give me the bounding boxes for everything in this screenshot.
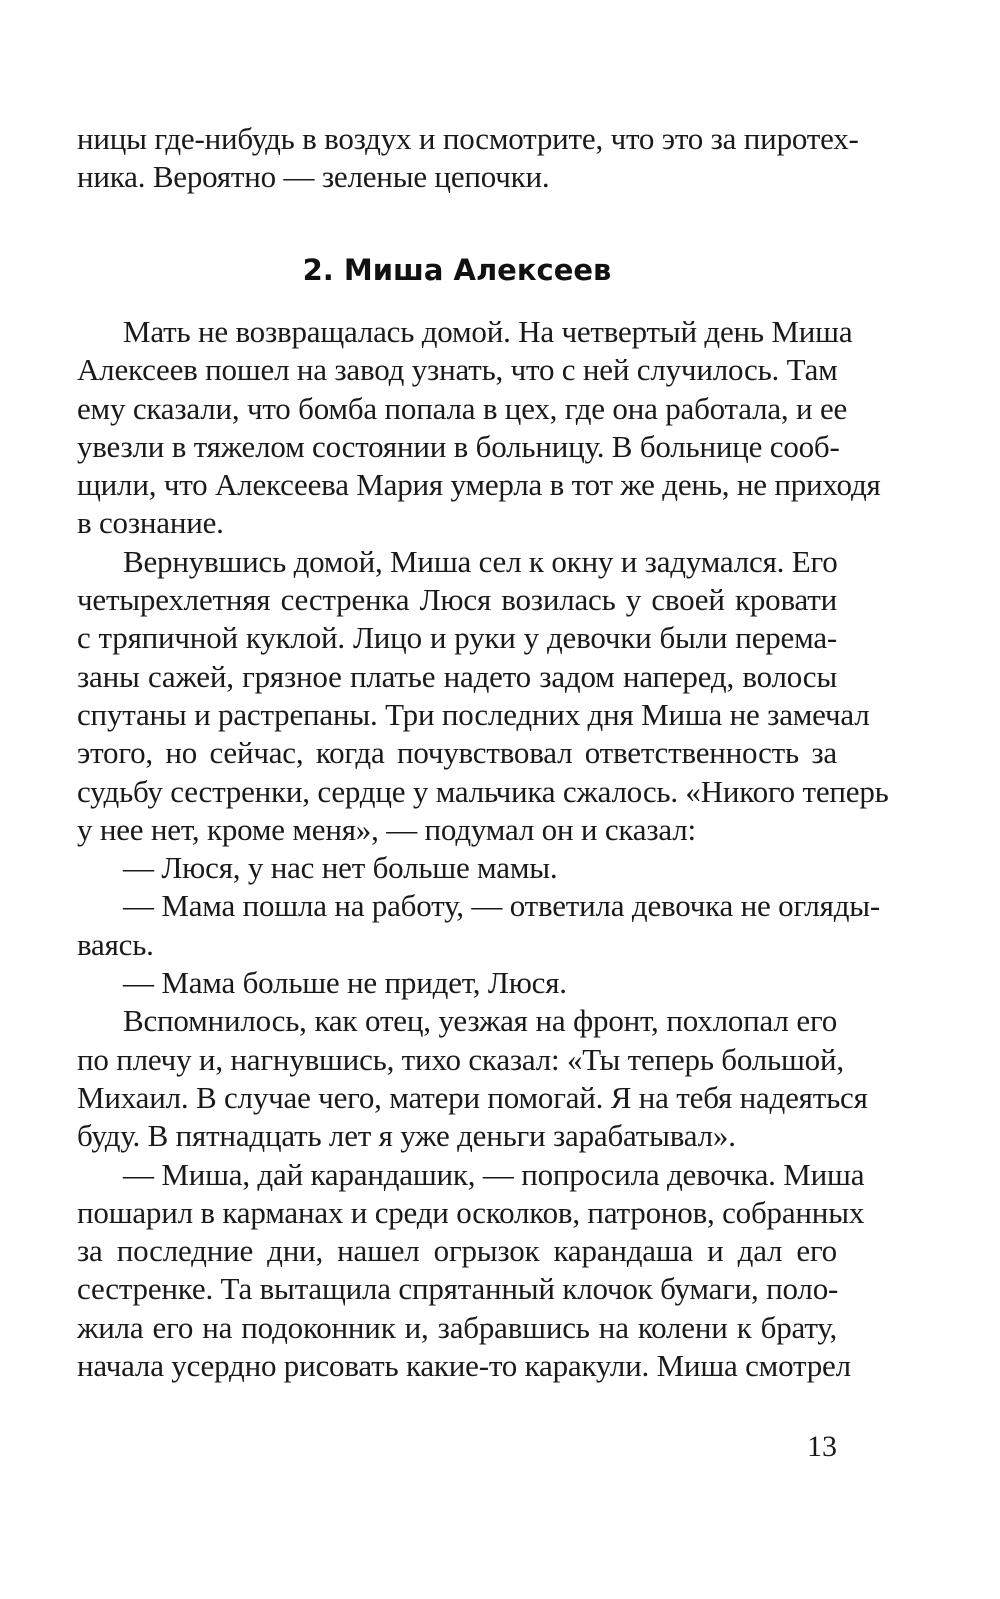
text-line: заны сажей, грязное платье надето задом наперед, волосы [77, 658, 837, 694]
continuation-text [77, 120, 859, 197]
text-line: пошарил в карманах и среди осколков, патронов, собранных [77, 1194, 865, 1230]
text-line: буду. В пятнадцать лет я уже деньги зарабатывал». [77, 1118, 736, 1154]
text-line: Вспомнилось, как отец, уезжая на фронт, похлопал его [123, 1003, 837, 1039]
text-line: — Миша, дай карандашик, — попросила девочка. Миша [123, 1156, 865, 1192]
chapter-title: 2. Миша Алексеев [302, 253, 612, 287]
page-number: 13 [807, 1430, 837, 1463]
paragraph [77, 313, 881, 543]
text-line: по плечу и, нагнувшись, тихо сказал: «Ты теперь большой, [77, 1041, 844, 1077]
paragraph [77, 543, 889, 849]
text-line: Алексеев пошел на завод узнать, что с ней случилось. Там [77, 352, 838, 388]
text-line: у нее нет, кроме меня», — подумал он и сказал: [77, 811, 696, 847]
text-line: в сознание. [77, 505, 224, 541]
text-line: щили, что Алексеева Мария умерла в тот же день, не приходя [77, 467, 881, 503]
text-line: ника. Вероятно — зеленые цепочки. [77, 159, 550, 195]
text-line: Мать не возвращалась домой. На четвертый день Миша [123, 314, 853, 349]
chapter-body [77, 313, 889, 1385]
text-line: ему сказали, что бомба попала в цех, где она работала, и ее [77, 390, 848, 426]
text-line: с тряпичной куклой. Лицо и руки у девочки были перема- [77, 620, 837, 656]
text-line: — Люся, у нас нет больше мамы. [123, 850, 558, 886]
text-line: Вернувшись домой, Миша сел к окну и задумался. Его [123, 543, 838, 579]
text-line: спутаны и растрепаны. Три последних дня Миша не замечал [77, 696, 870, 732]
paragraph [77, 1002, 868, 1155]
text-line: увезли в тяжелом состоянии в больницу. В больнице сооб- [77, 428, 840, 464]
text-line: судьбу сестренки, сердце у мальчика сжалось. «Никого теперь [77, 773, 889, 809]
text-line: — Мама больше не придет, Люся. [123, 965, 567, 1001]
paragraph [77, 849, 837, 887]
text-line: четырехлетняя сестренка Люся возилась у своей кровати [77, 582, 837, 618]
text-line: ваясь. [77, 926, 154, 962]
text-line: сестренке. Та вытащила спрятанный клочок бумаги, поло- [77, 1271, 839, 1307]
text-line: — Мама пошла на работу, — ответила девочка не огляды- [123, 888, 881, 924]
text-line: этого, но сейчас, когда почувствовал ответственность за [77, 735, 837, 771]
text-line: начала усердно рисовать какие-то каракули. Миша смотрел [77, 1348, 851, 1384]
paragraph [77, 887, 881, 964]
paragraph [77, 1156, 865, 1386]
text-line: за последние дни, нашел огрызок карандаша и дал его [77, 1233, 837, 1269]
text-line: жила его на подоконник и, забравшись на колени к брату, [77, 1309, 837, 1345]
text-line: ницы где-нибудь в воздух и посмотрите, что это за пиротех- [77, 121, 859, 156]
paragraph [77, 964, 837, 1002]
text-line: Михаил. В случае чего, матери помогай. Я на тебя надеяться [77, 1079, 868, 1115]
